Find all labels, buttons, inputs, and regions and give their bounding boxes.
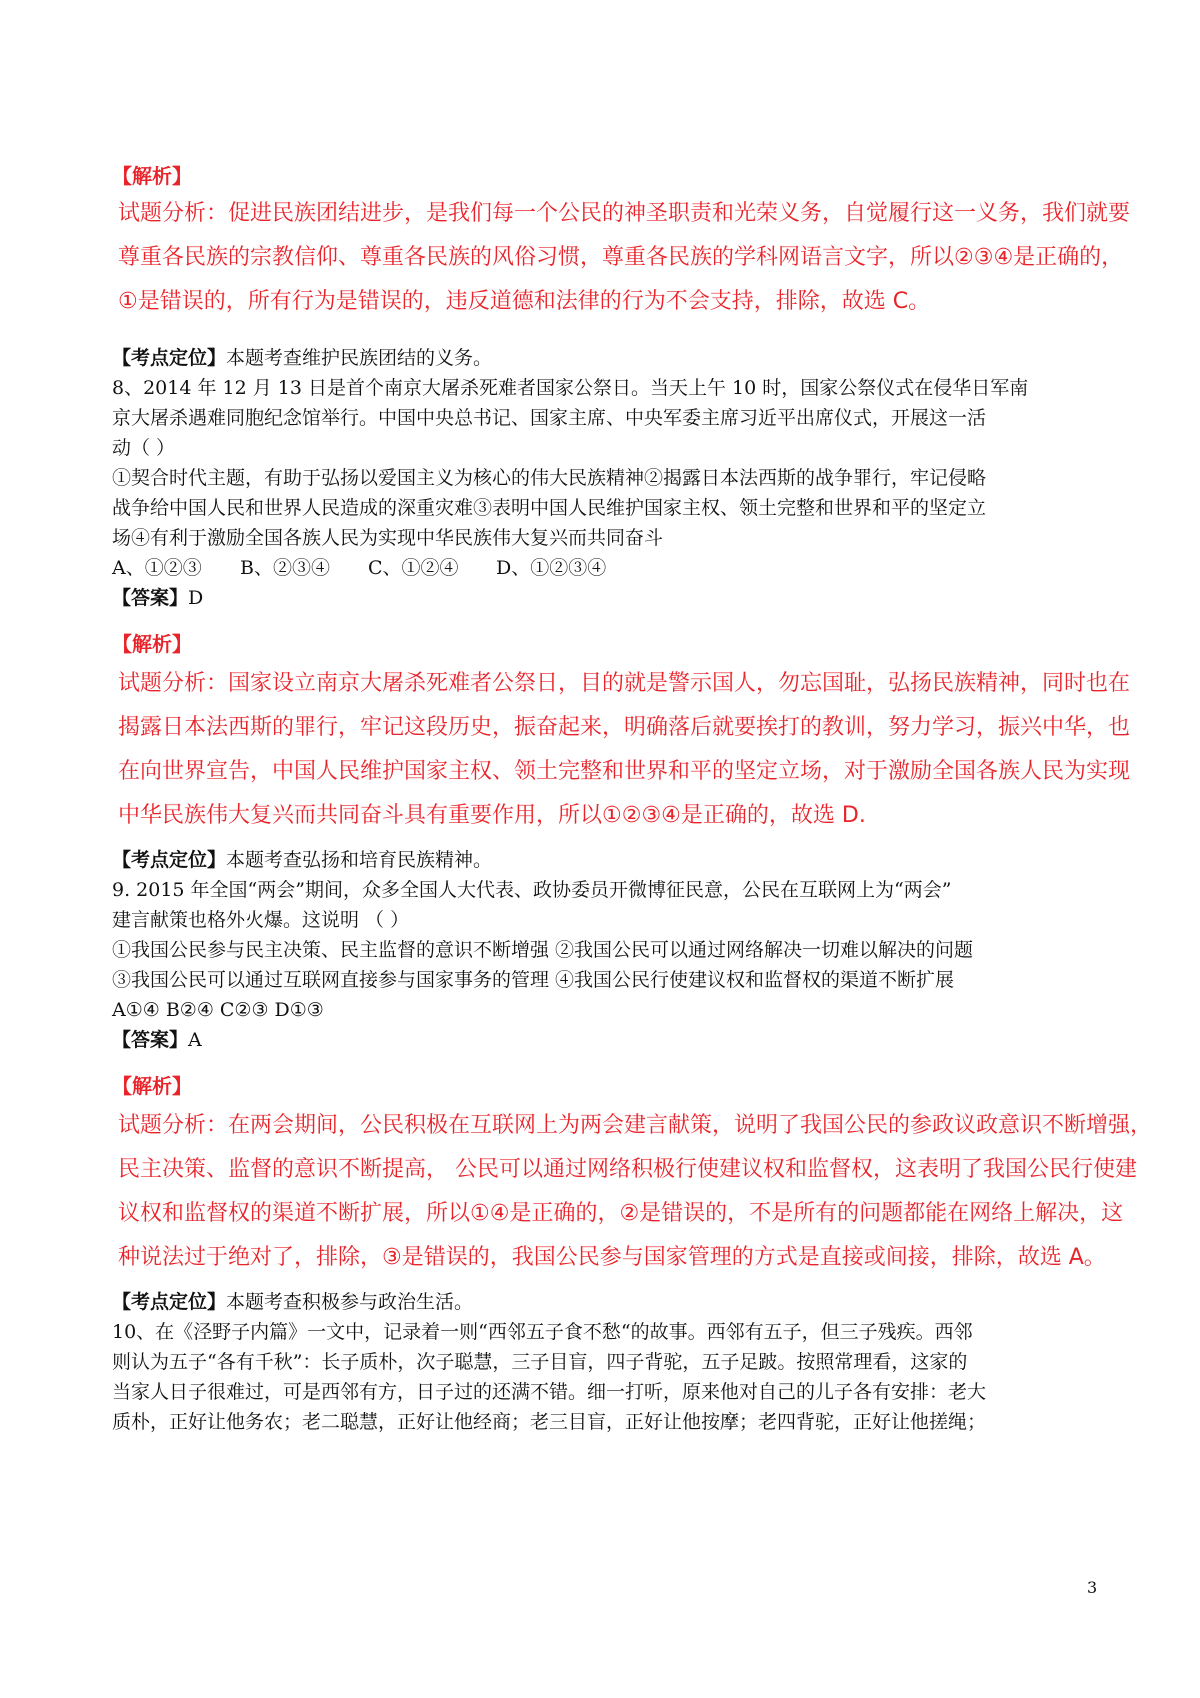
q9-analysis-line-4: 种说法过于绝对了，排除，③是错误的，我国公民参与国家管理的方式是直接或间接，排除，故选 A。 (118, 1245, 1106, 1270)
q9-kaodian-text: 本题考查积极参与政治生活。 (226, 1291, 474, 1313)
q7-kaodian (112, 346, 1102, 370)
q9-question-line-3: ①我国公民参与民主决策、民主监督的意识不断增强 ②我国公民可以通过网络解决一切难以解决的问题 (112, 939, 974, 961)
q8-question-line-6: 场④有利于激励全国各族人民为实现中华民族伟大复兴而共同奋斗 (112, 527, 664, 549)
q10-question-line-1: 10、在《泾野子内篇》一文中，记录着一则“西邻五子食不愁“的故事。西邻有五子，但三子残疾。西邻 (112, 1321, 973, 1343)
q9-answer-label: 【答案】 (112, 1029, 189, 1051)
q8-kaodian-text: 本题考查弘扬和培育民族精神。 (226, 849, 493, 871)
q7-analysis-line-2: 尊重各民族的宗教信仰、尊重各民族的风俗习惯，尊重各民族的学科网语言文字，所以②③④是正确的， (118, 245, 1124, 270)
q8-options (112, 556, 1102, 580)
q9-kaodian (112, 1290, 1102, 1314)
q9-analysis-line-3: 议权和监督权的渠道不断扩展，所以①④是正确的，②是错误的，不是所有的问题都能在网络上解决，这 (118, 1201, 1124, 1226)
page-number: 3 (1087, 1578, 1098, 1597)
q8-answer-value: D (188, 587, 204, 609)
q9-answer-value: A (188, 1029, 202, 1051)
q8-option-c: C、①②④ (368, 557, 459, 579)
q10-question-line-4: 质朴，正好让他务农；老二聪慧，正好让他经商；老三目盲，正好让他按摩；老四背驼，正好让他搓绳； (112, 1411, 987, 1433)
q8-option-a: A、①②③ (112, 557, 202, 579)
q10-question-line-2: 则认为五子“各有千秋”：长子质朴，次子聪慧，三子目盲，四子背驼，五子足跛。按照常理看，这家的 (112, 1351, 968, 1373)
q8-analysis-line-2: 揭露日本法西斯的罪行，牢记这段历史，振奋起来，明确落后就要挨打的教训，努力学习，振兴中华，也 (118, 715, 1131, 740)
q9-question-line-1: 9. 2015 年全国“两会”期间，众多全国人大代表、政协委员开微博征民意，公民在互联网上为“两会” (112, 879, 952, 901)
q7-analysis-head: 【解析】 (112, 164, 192, 188)
q9-question-line-2: 建言献策也格外火爆。这说明 （ ） (112, 909, 410, 931)
q8-kaodian (112, 848, 1102, 872)
q8-answer-label: 【答案】 (112, 587, 189, 609)
q9-options: A①④ B②④ C②③ D①③ (112, 999, 324, 1021)
q9-answer (112, 1028, 1102, 1052)
q8-analysis-line-1: 试题分析：国家设立南京大屠杀死难者公祭日，目的就是警示国人，勿忘国耻，弘扬民族精神，同时也在 (118, 671, 1131, 696)
q7-analysis-line-3: ①是错误的，所有行为是错误的，违反道德和法律的行为不会支持，排除，故选 C。 (118, 289, 931, 314)
q8-question-line-2: 京大屠杀遇难同胞纪念馆举行。中国中央总书记、国家主席、中央军委主席习近平出席仪式，开展这一活 (112, 407, 987, 429)
q8-question-line-5: 战争给中国人民和世界人民造成的深重灾难③表明中国人民维护国家主权、领土完整和世界和平的坚定立 (112, 497, 987, 519)
q8-question-line-1: 8、2014 年 12 月 13 日是首个南京大屠杀死难者国家公祭日。当天上午 10 时，国家公祭仪式在侵华日军南 (112, 377, 1029, 399)
q8-kaodian-label: 【考点定位】 (112, 849, 227, 871)
q8-answer (112, 586, 1102, 610)
q10-question-line-3: 当家人日子很难过，可是西邻有方，日子过的还满不错。细一打听，原来他对自己的儿子各有安排：老大 (112, 1381, 987, 1403)
q9-kaodian-label: 【考点定位】 (112, 1291, 227, 1313)
q8-question-line-3: 动（ ） (112, 437, 176, 459)
q9-analysis-head: 【解析】 (112, 1074, 192, 1098)
q8-option-b: B、②③④ (240, 557, 330, 579)
q7-kaodian-label: 【考点定位】 (112, 347, 227, 369)
q8-option-d: D、①②③④ (496, 557, 607, 579)
q9-question-line-4: ③我国公民可以通过互联网直接参与国家事务的管理 ④我国公民行使建议权和监督权的渠道不断扩展 (112, 969, 955, 991)
q7-analysis-line-1: 试题分析：促进民族团结进步，是我们每一个公民的神圣职责和光荣义务，自觉履行这一义务，我们就要 (118, 201, 1131, 226)
q9-analysis-line-1: 试题分析：在两会期间，公民积极在互联网上为两会建言献策，说明了我国公民的参政议政意识不断增强， (118, 1113, 1153, 1138)
q8-analysis-head: 【解析】 (112, 632, 192, 656)
q8-analysis-line-4: 中华民族伟大复兴而共同奋斗具有重要作用，所以①②③④是正确的，故选 D. (118, 803, 866, 828)
q8-question-line-4: ①契合时代主题，有助于弘扬以爱国主义为核心的伟大民族精神②揭露日本法西斯的战争罪行，牢记侵略 (112, 467, 987, 489)
q9-analysis-line-2: 民主决策、监督的意识不断提高， 公民可以通过网络积极行使建议权和监督权，这表明了我国公民行使建 (118, 1157, 1137, 1182)
q8-analysis-line-3: 在向世界宣告，中国人民维护国家主权、领土完整和世界和平的坚定立场，对于激励全国各族人民为实现 (118, 759, 1131, 784)
q7-kaodian-text: 本题考查维护民族团结的义务。 (226, 347, 493, 369)
